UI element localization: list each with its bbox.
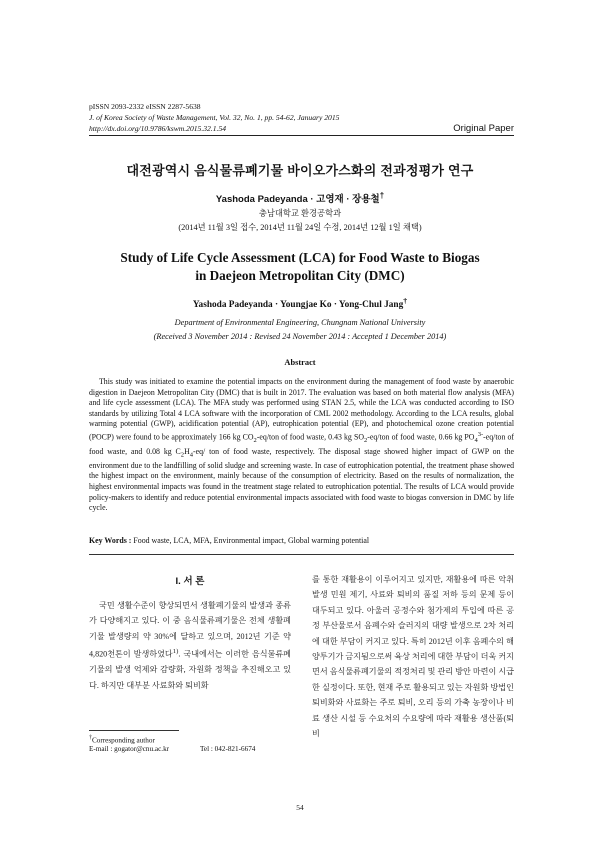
- korean-author-names: Yashoda Padeyanda · 고영재 · 장용철: [215, 194, 380, 206]
- body-column-right: 를 통한 재활용이 이루어지고 있지만, 재활용에 따른 악취 발생 민원 제기, 사료와 퇴비의 품질 저하 등의 문제 등이 대두되고 있다. 아울러 공정수와 첨가제의 투입에 따른 공정 부산물로서 음폐수와 슬러지의 대량 발생으로 2차 처리에 대한 부담이 커지고 있다. 특히 2012년 이후 음폐수의 해양투기가 금지됨으로써 육상 처리에 대한 부담이 더욱 커지면서 음식물류폐기물의 적정처리 및 관리 방안 마련이 시급한 실정이다. 또한, 현재 주로 활용되고 있는 자원화 방법인 퇴비화와 사료화는 주로 퇴비, 오리 등의 가축 농장이나 비료 생산 시설 등 수요처의 수요량에 따라 재활용 생산품(퇴비: [312, 575, 514, 739]
- footnote-divider: [89, 730, 179, 731]
- corresponding-mark: †: [379, 191, 385, 200]
- abstract-text-4: -eq/ton of food waste, and 0.08 kg C: [89, 432, 515, 456]
- body-column-left: [89, 598, 291, 693]
- keywords: [89, 536, 514, 545]
- issn-line: pISSN 2093-2332 eISSN 2287-5638: [89, 102, 201, 111]
- footnote-tel: Tel : 042-821-6674: [200, 745, 256, 753]
- abstract-text-6: -eq/ ton of food waste, respectively. The disposal stage showed higher impact of GWP on the environment due to the landfilling of solid sludge and screening waste. In case of eutrophication potential, the treatment phase showed the highest impact on the environment, mainly because of the consumption of electricity. Based on the results of normalization, the highest environmental impacts was found in the treatment stage related to eutrophication potential. The results of LCA would provide policy-makers to identify and reduce potential environmental impacts associated with food waste to biogas conversion in DMC by life cycle.: [89, 446, 514, 513]
- abstract-sub-2: 2: [364, 437, 368, 445]
- abstract-sub-5: 4: [189, 451, 193, 459]
- abstract-sub-1: 2: [253, 437, 257, 445]
- header-divider: [89, 135, 514, 136]
- keywords-list: Food waste, LCA, MFA, Environmental impact, Global warming potential: [131, 536, 370, 545]
- keywords-label: Key Words :: [89, 536, 132, 545]
- footnote-corresponding: [89, 735, 155, 744]
- english-title: [0, 249, 600, 285]
- english-dates: (Received 3 November 2014 : Revised 24 November 2014 : Accepted 1 December 2014): [153, 332, 447, 341]
- english-title-line-1: Study of Life Cycle Assessment (LCA) for Food Waste to Biogas: [120, 250, 480, 265]
- korean-title: 대전광역시 음식물류폐기물 바이오가스화의 전과정평가 연구: [126, 163, 474, 178]
- abstract-sub-3: 4: [474, 437, 478, 445]
- abstract-divider: [89, 554, 514, 555]
- english-author-names: Yashoda Padeyanda · Youngjae Ko · Yong-Chul Jang: [192, 300, 404, 311]
- korean-dates: (2014년 11월 3일 접수, 2014년 11월 24일 수정, 2014년 12월 1일 채택): [178, 223, 422, 232]
- article-type-label: Original Paper: [453, 123, 514, 134]
- footnote-mark: †: [89, 735, 92, 741]
- abstract-text-2: -eq/ton of food waste, 0.43 kg SO: [256, 432, 364, 442]
- body-left-text-a: 국민 생활수준이 향상되면서 생활폐기물의 발생과 종류가 다양해지고 있다. 이 중 음식물류폐기물은 전체 생활폐기물 발생량의 약 30%에 달하고 있으며, 2012년 기준 약 4,820천톤이 발생하였다: [89, 601, 291, 659]
- abstract-sub-4: 2: [180, 451, 185, 459]
- body-left-text-b: . 국내에서는 이러한 음식물류폐기물의 발생 억제와 감량화, 자원화 정책을 추진해오고 있다. 하지만 대부분 사료화와 퇴비화: [89, 649, 291, 690]
- abstract-text-5: H: [184, 446, 190, 456]
- abstract-heading: Abstract: [284, 358, 316, 367]
- english-title-line-2: in Daejeon Metropolitan City (DMC): [195, 268, 405, 283]
- footnote-email[interactable]: E-mail : gogator@cnu.ac.kr: [89, 745, 170, 753]
- abstract-text-3: -eq/ton of food waste, 0.66 kg PO: [367, 432, 475, 442]
- abstract-text-1: This study was initiated to examine the potential impacts on the environment during the management of food waste by anaerobic digestion in Daejeon Metropolitan City (DMC) that is built in 2017. The evaluation was based on both material flow analysis (MFA) and life cycle assessment (LCA). The MFA study was performed using STAN 2.5, while the LCA was conducted according to ISO standards by utilizing Total 4 LCA software with the incorporation of CML 2002 methodology. According to the LCA results, global warming potential (GWP), acidification potential (AP), eutrophication potential (EP), and photochemical ozone creation potential (POCP) were found to be approximately 166 kg CO: [89, 377, 514, 442]
- journal-citation: J. of Korea Society of Waste Management, Vol. 32, No. 1, pp. 54-62, January 2015: [89, 113, 340, 122]
- reference-mark: 1): [172, 648, 179, 656]
- section-heading-introduction: I. 서 론: [175, 576, 205, 587]
- corresponding-mark-en: †: [403, 296, 408, 305]
- english-affiliation: Department of Environmental Engineering, Chungnam National University: [174, 318, 426, 327]
- abstract-body: [89, 377, 514, 514]
- doi-link[interactable]: http://dx.doi.org/10.9786/kswm.2015.32.1.54: [89, 124, 227, 133]
- abstract-sup-3: 3-: [477, 430, 484, 438]
- korean-affiliation: 충남대학교 환경공학과: [258, 209, 342, 218]
- page-number: 54: [296, 803, 304, 812]
- footnote-label: Corresponding author: [92, 736, 155, 745]
- korean-authors: [0, 191, 600, 205]
- english-authors: [0, 296, 600, 310]
- journal-header: [89, 101, 339, 134]
- footnote-contact: [89, 745, 291, 753]
